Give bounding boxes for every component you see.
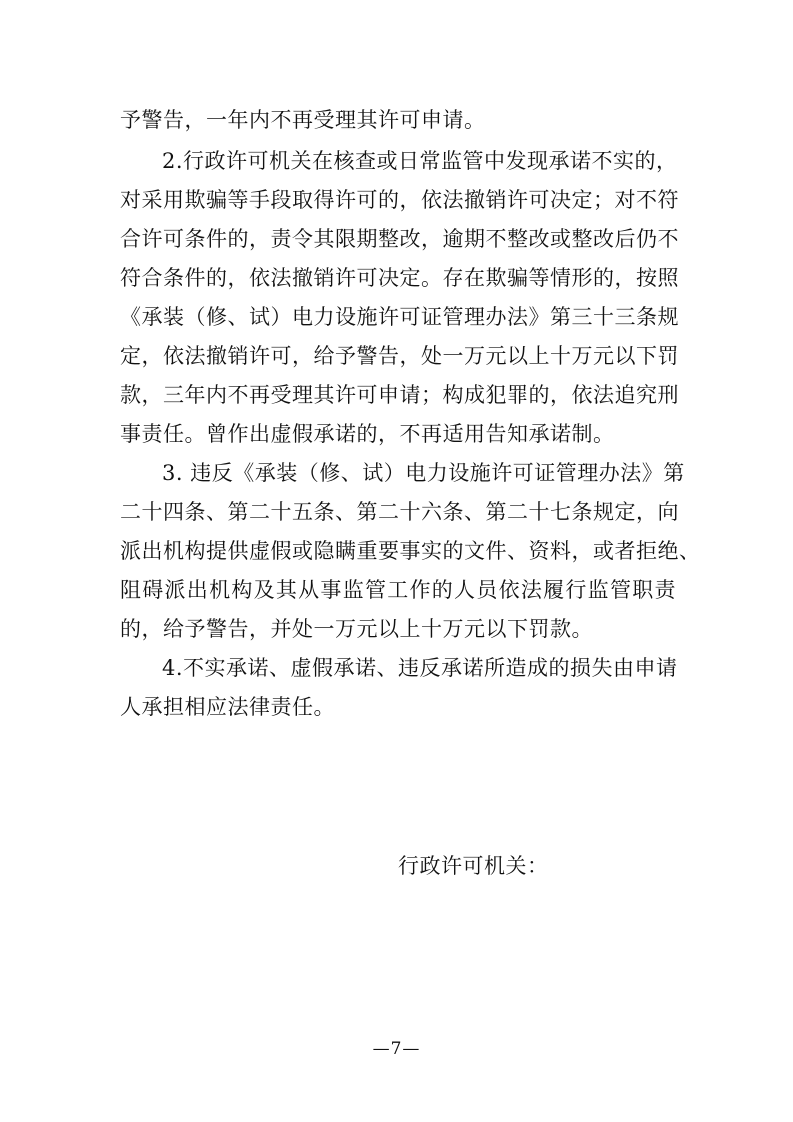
paragraph-4-line-1: 4.不实承诺、虚假承诺、违反承诺所造成的损失由申请 (162, 656, 678, 680)
paragraph-3-line-3: 派出机构提供虚假或隐瞒重要事实的文件、资料，或者拒绝、 (120, 539, 701, 563)
paragraph-2-line-2: 对采用欺骗等手段取得许可的，依法撤销许可决定；对不符 (120, 188, 679, 212)
signature-label: 行政许可机关： (398, 854, 549, 878)
paragraph-3-line-1: 3. 违反《承装（修、试）电力设施许可证管理办法》第 (162, 461, 685, 485)
paragraph-3-line-5: 的，给予警告，并处一万元以上十万元以下罚款。 (120, 617, 593, 641)
page-number: —7— (372, 1039, 421, 1059)
paragraph-2-line-1: 2.行政许可机关在核查或日常监管中发现承诺不实的， (162, 149, 678, 173)
paragraph-4-line-2: 人承担相应法律责任。 (120, 695, 335, 719)
paragraph-2-line-4: 符合条件的，依法撤销许可决定。存在欺骗等情形的，按照 (120, 266, 679, 290)
paragraph-2-line-6: 定，依法撤销许可，给予警告，处一万元以上十万元以下罚 (120, 344, 679, 368)
paragraph-1-line-1: 予警告，一年内不再受理其许可申请。 (120, 108, 486, 132)
paragraph-3-line-2: 二十四条、第二十五条、第二十六条、第二十七条规定，向 (120, 500, 679, 524)
paragraph-2-line-5: 《承装（修、试）电力设施许可证管理办法》第三十三条规 (120, 305, 679, 329)
paragraph-2-line-7: 款，三年内不再受理其许可申请；构成犯罪的，依法追究刑 (120, 383, 679, 407)
paragraph-2-line-8: 事责任。曾作出虚假承诺的，不再适用告知承诺制。 (120, 422, 615, 446)
paragraph-2-line-3: 合许可条件的，责令其限期整改，逾期不整改或整改后仍不 (120, 227, 679, 251)
paragraph-3-line-4: 阻碍派出机构及其从事监管工作的人员依法履行监管职责 (120, 578, 676, 602)
